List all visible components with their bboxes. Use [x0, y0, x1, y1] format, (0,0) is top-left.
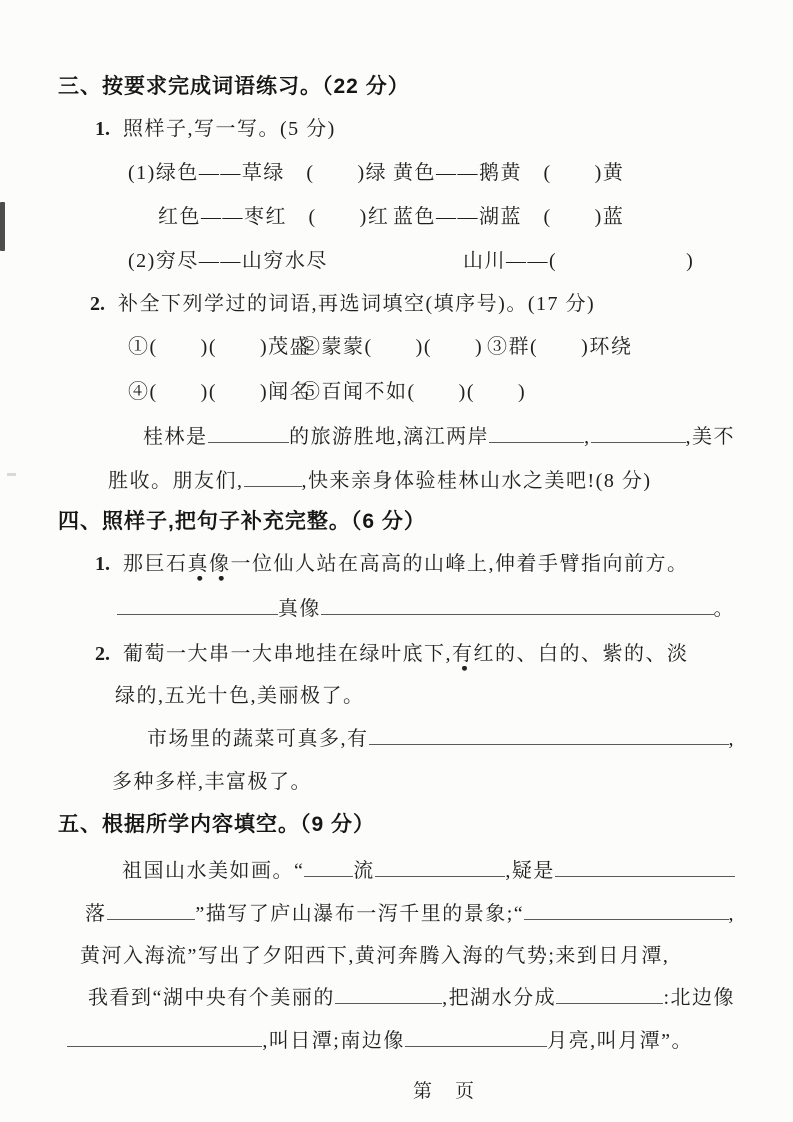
fill-blank-line-2 — [85, 897, 735, 927]
text-segment: 。 — [713, 598, 735, 620]
answer-blank — [591, 434, 686, 443]
question-number: 1. — [95, 553, 110, 575]
idiom-item: ④( )( )闻名 — [128, 381, 312, 403]
text-segment: , — [584, 426, 591, 448]
question-4-1-answer-line — [117, 592, 735, 622]
section4-heading: 四、照样子,把句子补充完整。（6 分） — [58, 510, 426, 533]
section3-heading: 三、按要求完成词语练习。（22 分） — [58, 75, 410, 98]
text-segment: , — [728, 728, 735, 750]
text-segment: ,快来亲身体验桂林山水之美吧!(8 分) — [301, 470, 652, 492]
answer-blank — [244, 478, 302, 487]
answer-blank — [556, 995, 663, 1004]
page-footer — [0, 1076, 793, 1106]
answer-blank — [375, 868, 506, 877]
word-pattern-row-2 — [0, 200, 793, 230]
answer-blank — [107, 911, 196, 920]
word-pattern-item: 山川——( ) — [463, 250, 695, 272]
fill-blank-line-3 — [80, 939, 669, 969]
text-segment: ”描写了庐山瀑布一泻千里的景象;“ — [195, 903, 525, 925]
text-segment: 桂林是 — [143, 426, 208, 448]
word-pattern-row-1 — [0, 156, 793, 186]
answer-blank — [67, 1038, 262, 1047]
answer-blank — [335, 995, 442, 1004]
idiom-item: ③群( )环绕 — [487, 336, 633, 358]
text-segment: 市场里的蔬菜可真多,有 — [147, 728, 369, 750]
question-3-2-title — [90, 287, 595, 317]
text-segment: 落 — [85, 903, 107, 925]
text-segment: 多种多样,丰富极了。 — [112, 771, 312, 793]
text-segment: ,疑是 — [505, 860, 555, 882]
text-segment: 一位仙人站在高高的山峰上,伸着手臂指向前方。 — [230, 553, 689, 575]
answer-blank — [321, 606, 714, 615]
question-4-2-answer-line-1 — [147, 722, 735, 752]
question-4-2-answer-line-2 — [112, 765, 312, 795]
answer-blank — [304, 868, 353, 877]
word-pattern-item: 红色——枣红 ( )红 — [158, 206, 390, 228]
text-segment: 的旅游胜地,漓江两岸 — [289, 426, 490, 448]
question-4-1-sentence — [95, 547, 689, 577]
text-segment: 月亮,叫月潭”。 — [547, 1030, 693, 1052]
question-4-2-sentence-line-2 — [115, 679, 365, 709]
text-segment: , — [728, 903, 735, 925]
answer-blank — [117, 606, 278, 615]
word-pattern-row-3 — [0, 244, 793, 274]
answer-blank — [208, 434, 290, 443]
text-segment: 黄河入海流”写出了夕阳西下,黄河奔腾入海的气势;来到日月潭, — [80, 945, 670, 967]
text-segment: 绿的,五光十色,美丽极了。 — [115, 685, 365, 707]
text-segment: 胜收。朋友们, — [108, 470, 244, 492]
emphasized-word: 有 — [452, 637, 474, 673]
word-pattern-item: 黄色——鹅黄 ( )黄 — [393, 162, 625, 184]
fill-blank-line-4 — [88, 981, 735, 1011]
text-segment: ,把湖水分成 — [442, 987, 557, 1009]
text-segment: 祖国山水美如画。“ — [122, 860, 305, 882]
section5-heading: 五、根据所学内容填空。（9 分） — [58, 813, 376, 836]
fill-blank-line-5 — [67, 1024, 693, 1054]
text-segment: 红的、白的、紫的、淡 — [473, 643, 689, 665]
idiom-item: ②蒙蒙( )( ) — [300, 336, 484, 358]
idiom-item: ①( )( )茂盛 — [128, 336, 312, 358]
fill-blank-line-1 — [122, 854, 735, 884]
scan-smudge-artifact — [7, 473, 16, 476]
text-segment: 真像 — [277, 598, 321, 620]
text-segment: 流 — [353, 860, 375, 882]
question-3-1-title — [95, 112, 336, 142]
text-segment: 那巨石 — [123, 553, 188, 575]
question-text: 补全下列学过的词语,再选词填空(填序号)。(17 分) — [118, 293, 596, 315]
word-pattern-item: (2)穷尽——山穷水尽 — [128, 250, 328, 272]
question-4-2-sentence-line-1 — [95, 637, 689, 667]
question-number: 1. — [95, 118, 110, 140]
answer-blank — [369, 736, 729, 745]
idiom-item: ⑤百闻不如( )( ) — [300, 381, 527, 403]
word-pattern-item: 蓝色——湖蓝 ( )蓝 — [393, 206, 625, 228]
text-segment: 我看到“湖中央有个美丽的 — [88, 987, 335, 1009]
page-number-label: 第 页 — [412, 1081, 476, 1102]
emphasized-word: 真像 — [188, 547, 231, 583]
idiom-row-1 — [0, 330, 793, 360]
answer-blank — [405, 1038, 547, 1047]
text-segment: ,美不 — [685, 426, 735, 448]
text-segment: :北边像 — [663, 987, 736, 1009]
question-text: 照样子,写一写。(5 分) — [123, 118, 336, 140]
question-number: 2. — [95, 643, 110, 665]
answer-blank — [555, 868, 735, 877]
answer-blank — [489, 434, 584, 443]
fill-blank-passage-line-1 — [143, 420, 735, 450]
word-pattern-item: (1)绿色——草绿 ( )绿 — [128, 162, 388, 184]
fill-blank-passage-line-2 — [108, 464, 651, 494]
text-segment: ,叫日潭;南边像 — [262, 1030, 405, 1052]
answer-blank — [524, 911, 728, 920]
idiom-row-2 — [0, 375, 793, 405]
question-number: 2. — [90, 293, 105, 315]
text-segment: 葡萄一大串一大串地挂在绿叶底下, — [123, 643, 452, 665]
